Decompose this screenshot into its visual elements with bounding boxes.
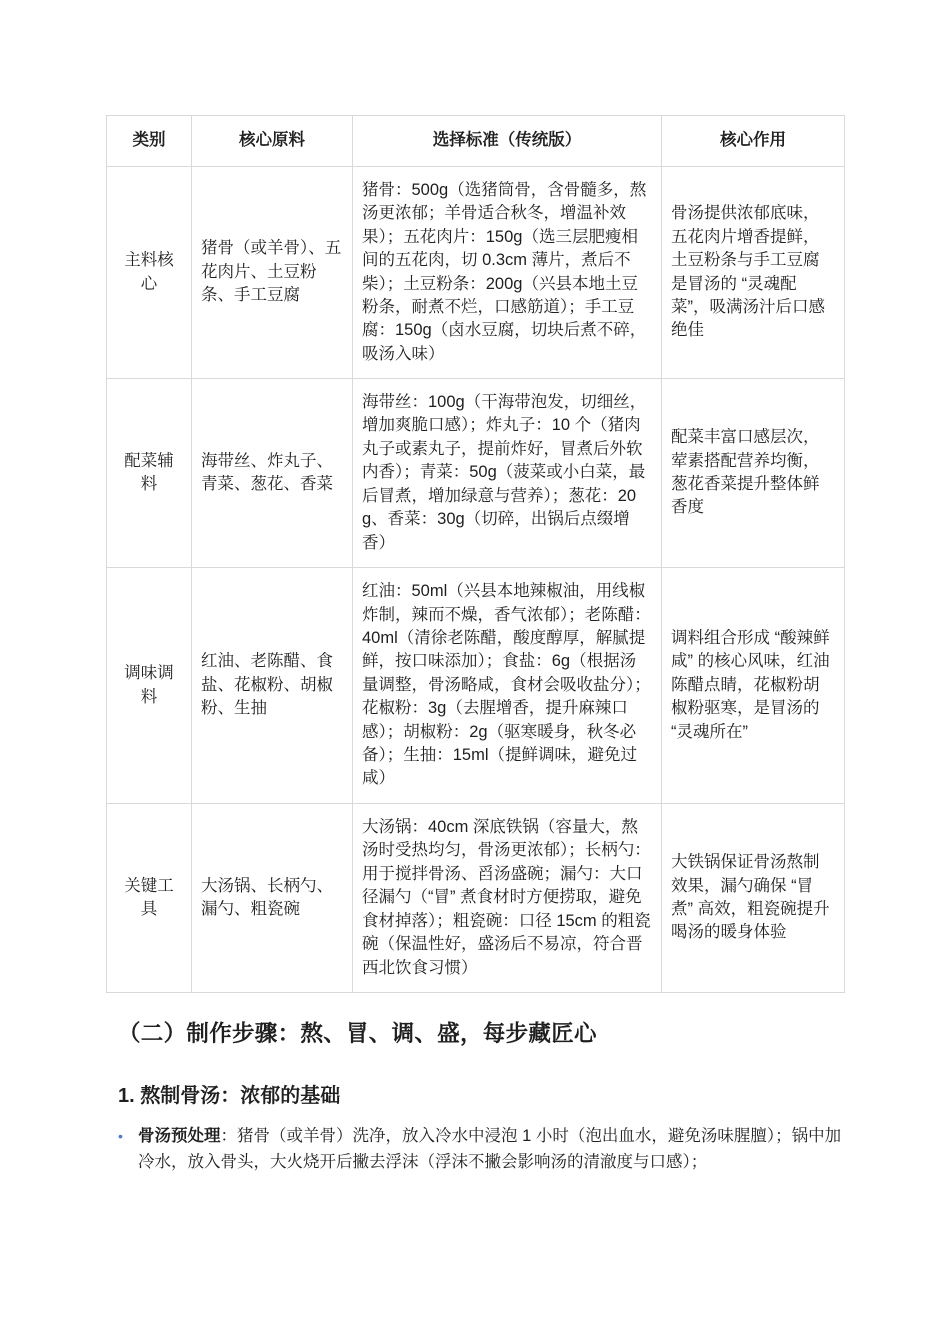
cell-ingredients: 大汤锅、长柄勺、漏勺、粗瓷碗	[192, 804, 353, 993]
table-row	[107, 167, 845, 379]
cell-ingredients: 海带丝、炸丸子、青菜、葱花、香菜	[192, 379, 353, 568]
table-row	[107, 568, 845, 804]
bullet-lead: 骨汤预处理	[138, 1127, 221, 1145]
table-row	[107, 379, 845, 568]
table-header-row	[107, 116, 845, 167]
cell-role: 调料组合形成 “酸辣鲜咸” 的核心风味，红油陈醋点睛，花椒粉胡椒粉驱寒，是冒汤的 “灵魂所在”	[662, 568, 845, 804]
ingredients-table	[106, 115, 845, 993]
cell-category: 关键工具	[107, 804, 192, 993]
section-heading: （二）制作步骤：熬、冒、调、盛，每步藏匠心	[118, 1021, 597, 1046]
bullet-icon: •	[118, 1128, 123, 1144]
cell-role: 配菜丰富口感层次，荤素搭配营养均衡，葱花香菜提升整体鲜香度	[662, 379, 845, 568]
cell-ingredients: 红油、老陈醋、食盐、花椒粉、胡椒粉、生抽	[192, 568, 353, 804]
cell-role: 大铁锅保证骨汤熬制效果，漏勺确保 “冒煮” 高效，粗瓷碗提升喝汤的暖身体验	[662, 804, 845, 993]
list-item	[118, 1123, 844, 1175]
cell-standard: 红油：50ml（兴县本地辣椒油，用线椒炸制，辣而不燥，香气浓郁）；老陈醋：40ml（清徐老陈醋，酸度醇厚，解腻提鲜，按口味添加）；食盐：6g（根据汤量调整，骨汤略咸，食材会吸收盐分）；花椒粉：3g（去腥增香，提升麻辣口感）；胡椒粉：2g（驱寒暖身，秋冬必备）；生抽：15ml（提鲜调味，避免过咸）	[353, 568, 662, 804]
header-role: 核心作用	[662, 116, 845, 167]
cell-standard: 海带丝：100g（干海带泡发，切细丝，增加爽脆口感）；炸丸子：10 个（猪肉丸子或素丸子，提前炸好，冒煮后外软内香）；青菜：50g（菠菜或小白菜，最后冒煮，增加绿意与营养）；葱花：20g、香菜：30g（切碎，出锅后点缀增香）	[353, 379, 662, 568]
cell-standard: 猪骨：500g（选猪筒骨，含骨髓多，熬汤更浓郁；羊骨适合秋冬，增温补效果）；五花肉片：150g（选三层肥瘦相间的五花肉，切 0.3cm 薄片，煮后不柴）；土豆粉条：200g（兴县本地土豆粉条，耐煮不烂，口感筋道）；手工豆腐：150g（卤水豆腐，切块后煮不碎，吸汤入味）	[353, 167, 662, 379]
header-ingredients: 核心原料	[192, 116, 353, 167]
bullet-body: ：猪骨（或羊骨）洗净，放入冷水中浸泡 1 小时（泡出血水，避免汤味腥膻）；锅中加冷水，放入骨头，大火烧开后撇去浮沫（浮沫不撇会影响汤的清澈度与口感）；	[138, 1127, 842, 1171]
cell-category: 调味调料	[107, 568, 192, 804]
cell-category: 主料核心	[107, 167, 192, 379]
bullet-text	[138, 1123, 844, 1175]
cell-ingredients: 猪骨（或羊骨）、五花肉片、土豆粉条、手工豆腐	[192, 167, 353, 379]
cell-standard: 大汤锅：40cm 深底铁锅（容量大，熬汤时受热均匀，骨汤更浓郁）；长柄勺：用于搅拌骨汤、舀汤盛碗；漏勺：大口径漏勺（“冒” 煮食材时方便捞取，避免食材掉落）；粗瓷碗：口径 15cm 的粗瓷碗（保温性好，盛汤后不易凉，符合晋西北饮食习惯）	[353, 804, 662, 993]
subsection-heading: 1. 熬制骨汤：浓郁的基础	[118, 1085, 341, 1107]
cell-role: 骨汤提供浓郁底味，五花肉片增香提鲜，土豆粉条与手工豆腐是冒汤的 “灵魂配菜”，吸满汤汁后口感绝佳	[662, 167, 845, 379]
table-row	[107, 804, 845, 993]
header-category: 类别	[107, 116, 192, 167]
cell-category: 配菜辅料	[107, 379, 192, 568]
header-standard: 选择标准（传统版）	[353, 116, 662, 167]
